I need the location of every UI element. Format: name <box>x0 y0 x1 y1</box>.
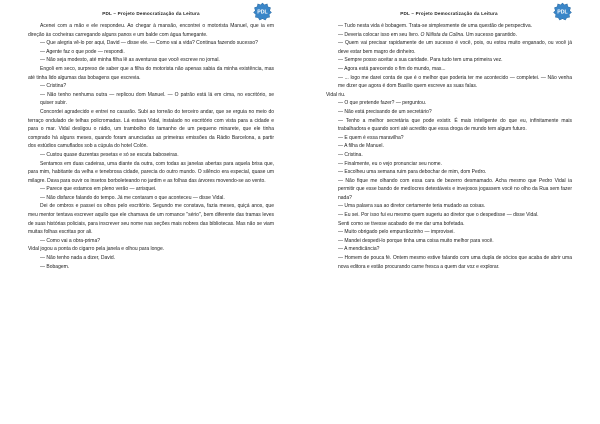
left-page-text <box>28 22 274 271</box>
paragraph: — Sempre posso aceitar a sua caridade. Para tudo tem uma primeira vez. <box>338 57 503 64</box>
right-page-text <box>326 22 572 271</box>
paragraph: Sentamos em duas cadeiras, uma diante da outra, com todas as janelas abertas para aquela brisa que, para mim, habitante da velha e tenebrosa cidade, parecia do outro mundo. O silêncio era especial, quase um milagre. Dava para ouvir os insetos borboleteando no jardim e as folhas das árvores movendo-se ao vento. <box>28 160 274 184</box>
paragraph: — Quem vai precisar rapidamente de um sucesso é você, pois, ou estou muito enganado, ou você já deve estar bem magro de dinheiro. <box>338 40 572 55</box>
pdl-logo-icon <box>553 2 572 21</box>
paragraph: — Como vai a obra-prima? <box>40 237 101 244</box>
paragraph: — Homem de pouca fé. Ontem mesmo estive falando com uma dupla de sócios que acaba de abrir uma nova editora e estão procurando carne fresca a quem dar voz e explorar. <box>338 255 572 270</box>
paragraph: — Uma palavra sua ao diretor certamente teria mudado as coisas. <box>338 203 486 210</box>
paragraph: Engoli em seco, surpreso de saber que a filha do motorista não apenas sabia da minha existência, mas até tinha lido algumas das bobagens que escrevia. <box>28 65 274 81</box>
paragraph: Acenei com a mão e ele respondeu. Ao chegar à mansão, encontrei o motorista Manuel, que ia em direção às cocheiras carregando alguns panos e um balde com água fumegante. <box>28 23 274 38</box>
paragraph <box>326 31 572 40</box>
paragraph: — Eu sei. Por isso fui eu mesmo quem sugeriu ao diretor que o despedisse — disse Vidal. <box>338 212 539 219</box>
paragraph: Vidal jogou a ponta do cigarro pela janela e olhou para longe. <box>28 246 165 253</box>
paragraph: — A filha de Manuel. <box>338 143 384 150</box>
paragraph: — Que alegria vê-lo por aqui, David — disse ele. — Como vai a vida? Continua fazendo sucesso? <box>40 40 258 47</box>
paragraph: — Custou quase duzentas pesetas e só se escuta baboseiras. <box>40 151 179 158</box>
page-header <box>326 0 572 22</box>
text-span: . Um sucesso garantido. <box>463 31 517 38</box>
paragraph: Concordei agradecido e entrei no casarão. Subi ao torreão do terceiro andar, que se erguia no meio do terraço ondulado de telhas policromadas. Lá estava Vidal, instalado no escritório com vista para a cidade e para o mar. Vidal desligou o rádio, um trambolho do tamanho de um pequeno minarete, que ele tinha comprado há alguns meses, quando foram anunciadas as primeiras emissões da Rádio Barcelona, a partir dos estúdios camuflados sob a cúpula do hotel Colón. <box>28 108 274 150</box>
paragraph: Dei de ombros e passei os olhos pelo escritório. Segundo me constava, fazia meses, quiçá anos, que meu mentor tentava escrever aquilo que ele chamava de um romance "sério", bem diferente das tramas leves de suas histórias policiais, para inscrever seu nome nas seções mais nobres das bibliotecas. Mas não se viam muitas folhas escritas por ali. <box>28 203 274 236</box>
paragraph: — Não tenho nenhuma outra — replicou dom Manuel. — O patrão está lá em cima, no escritório, se quiser subir. <box>40 91 274 107</box>
paragraph: — Muito obrigado pelo empurrãozinho — improvisei. <box>338 229 455 236</box>
paragraph: — Agora está parecendo o fim do mundo, mas... <box>338 65 446 72</box>
logo-text: PDL <box>257 9 268 16</box>
page-header <box>28 0 274 22</box>
paragraph: — Cristina? <box>40 83 67 90</box>
paragraph: — Cristina. <box>338 151 363 158</box>
paragraph: — Não fique me olhando com essa cara de bezerro desmamado. Acha mesmo que Pedro Vidal ia permitir que esse bando de medíocres detestáveis e invejosos jogassem você no olho da Rua sem fazer nada? <box>338 177 572 201</box>
paragraph: — A mendicância? <box>338 246 380 253</box>
logo-text: PDL <box>557 9 568 16</box>
running-header: PDL – Projeto Democratização da Leitura <box>400 11 498 16</box>
paragraph: — Tenho a melhor secretária que pode existir. É mais inteligente do que eu, infinitamente mais trabalhadora e quando sorri até acredito que essa droga de mundo tem algum futuro. <box>338 117 572 133</box>
paragraph: — Parece que estamos em pleno verão — arrisquei. <box>40 186 157 193</box>
paragraph: — Escolheu uma semana ruim para debochar de mim, dom Pedro. <box>338 169 487 176</box>
paragraph: — Não tenho nada a dizer, David. <box>40 255 116 262</box>
pdl-logo-icon <box>253 2 272 21</box>
paragraph: — Mandei despedi-lo porque tinha uma coisa muito melhor para você. <box>338 237 494 244</box>
paragraph: — Não seja modesto, até minha filha lê as aventuras que você escreve no jornal. <box>40 57 220 64</box>
paragraph: — Bobagem. <box>40 263 70 270</box>
paragraph: — Finalmente, eu o vejo pronunciar seu nome. <box>338 160 442 167</box>
text-span: — Deveria colocar isso em seu livro. <box>338 31 421 38</box>
running-header: PDL – Projeto Democratização da Leitura <box>102 11 200 16</box>
book-title-text: O Niilista da Colina <box>420 31 464 38</box>
paragraph: — Não disfarce falando do tempo. Já me contaram o que aconteceu — disse Vidal. <box>40 194 225 201</box>
paragraph: — O que pretende fazer? — perguntou. <box>338 100 427 107</box>
paragraph: Senti como se tivesse acabado de me dar uma bofetada. <box>338 220 465 227</box>
paragraph: — E quem é essa maravilha? <box>338 134 404 141</box>
right-page <box>300 0 600 424</box>
paragraph: — Tudo nesta vida é bobagem. Trata-se simplesmente de uma questão de perspectiva. <box>338 23 532 29</box>
paragraph: Vidal riu. <box>326 91 346 98</box>
paragraph: — ... logo me darei conta de que é o melhor que poderia ter me acontecido — completei. — Não venha me dizer que agora é dom Basilio quem escreve as suas falas. <box>338 74 572 90</box>
paragraph: — Não está precisando de um secretário? <box>338 108 432 115</box>
paragraph: — Agente faz o que pode — respondi. <box>40 48 125 55</box>
